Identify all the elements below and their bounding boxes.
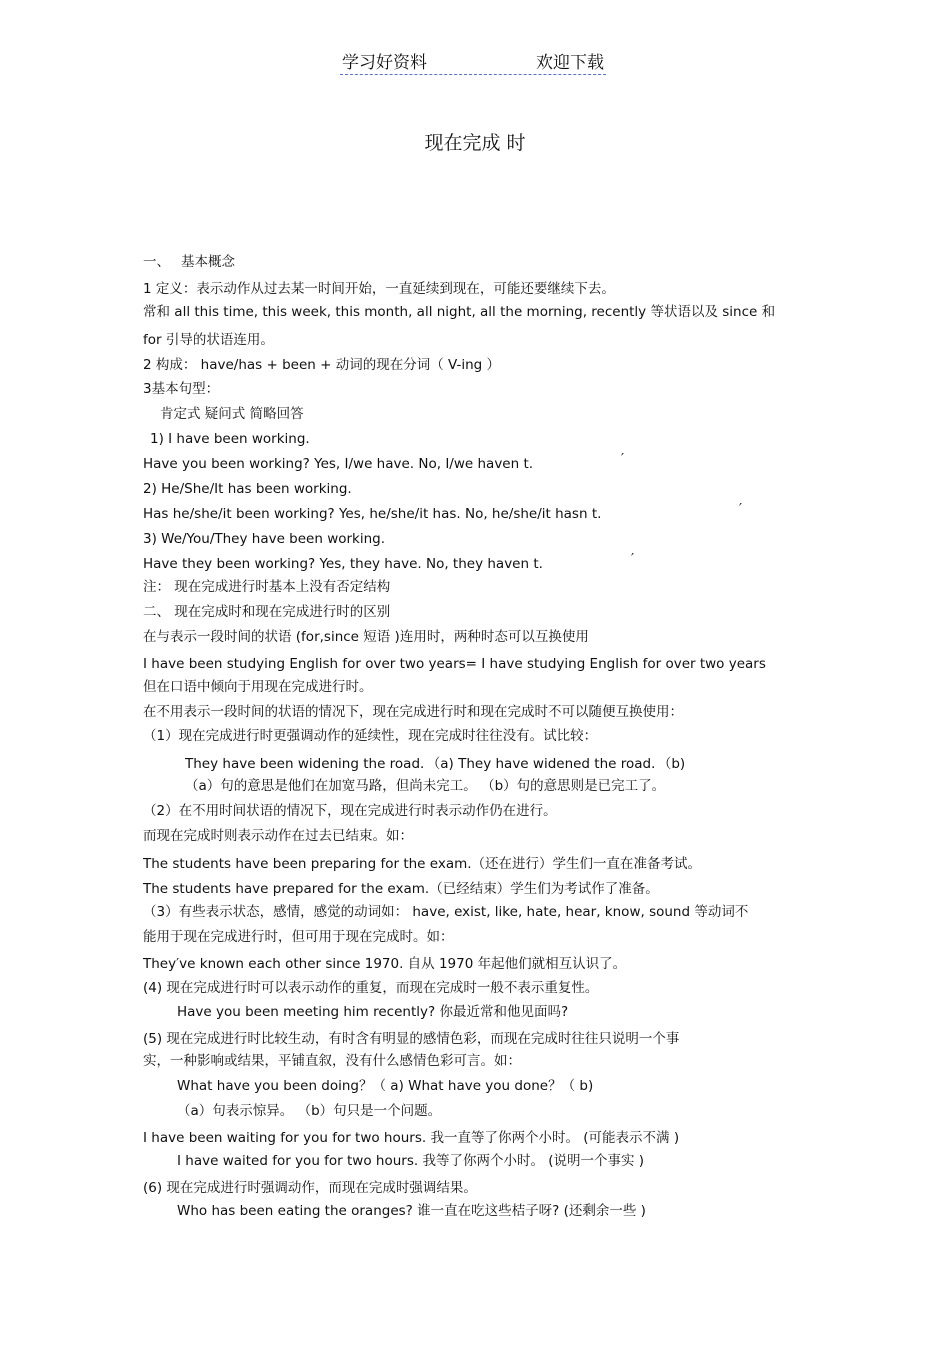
- header-right-text: 欢迎下载: [536, 53, 604, 73]
- text-line: Have you been meeting him recently? 你最近常和他见面吗?: [177, 1004, 569, 1020]
- text-line: （a）句的意思是他们在加宽马路，但尚未完工。 （b）句的意思则是已完工了。: [185, 778, 666, 794]
- page-header: [340, 46, 606, 75]
- text-line: ′: [739, 501, 743, 517]
- text-line: 注： 现在完成进行时基本上没有否定结构: [143, 579, 391, 595]
- text-line: The students have been preparing for the exam.（还在进行）学生们一直在准备考试。: [143, 856, 702, 872]
- text-line: Have you been working? Yes, I/we have. No, I/we haven t.: [143, 456, 534, 472]
- text-line: （1）现在完成进行时更强调动作的延续性，现在完成时往往没有。试比较：: [143, 728, 598, 744]
- text-line: (5) 现在完成进行时比较生动，有时含有明显的感情色彩，而现在完成时往往只说明一个事: [143, 1031, 680, 1047]
- document-title: 现在完成 时: [424, 132, 526, 154]
- text-line: Who has been eating the oranges? 谁一直在吃这些桔子呀? (还剩余一些 ): [177, 1203, 646, 1219]
- text-line: 2 构成： have/has + been + 动词的现在分词（ V-ing ）: [143, 357, 501, 373]
- text-line: 但在口语中倾向于用现在完成进行时。: [143, 679, 373, 695]
- text-line: 在与表示一段时间的状语 (for,since 短语 )连用时，两种时态可以互换使用: [143, 629, 589, 645]
- text-line: Have they been working? Yes, they have. No, they haven t.: [143, 556, 543, 572]
- text-line: I have been waiting for you for two hours. 我一直等了你两个小时。 (可能表示不满 ): [143, 1130, 680, 1146]
- text-line: ′: [621, 451, 625, 467]
- text-line: 肯定式 疑问式 简略回答: [160, 406, 304, 422]
- text-line: What have you been doing？（ a) What have you done？（ b): [177, 1078, 594, 1094]
- text-line: Has he/she/it been working? Yes, he/she/it has. No, he/she/it hasn t.: [143, 506, 602, 522]
- text-line: I have been studying English for over two years= I have studying English for over two years: [143, 656, 766, 672]
- text-line: 常和 all this time, this week, this month, all night, all the morning, recently 等状语以及 since 和: [143, 304, 776, 320]
- text-line: (4) 现在完成进行时可以表示动作的重复，而现在完成时一般不表示重复性。: [143, 980, 599, 996]
- text-line: 1) I have been working.: [150, 431, 310, 447]
- text-line: 实，一种影响或结果，平铺直叙，没有什么感情色彩可言。如：: [143, 1053, 521, 1069]
- header-left-text: 学习好资料: [342, 53, 427, 73]
- text-line: 3基本句型：: [143, 381, 220, 397]
- text-line: 2) He/She/It has been working.: [143, 481, 352, 497]
- text-line: 1 定义：表示动作从过去某一时间开始，一直延续到现在，可能还要继续下去。: [143, 281, 615, 297]
- text-line: 一、 基本概念: [143, 254, 236, 270]
- text-line: 二、 现在完成时和现在完成进行时的区别: [143, 604, 391, 620]
- text-line: 在不用表示一段时间的状语的情况下，现在完成进行时和现在完成时不可以随便互换使用：: [143, 704, 683, 720]
- text-line: The students have prepared for the exam.（已经结束）学生们为考试作了准备。: [143, 881, 659, 897]
- text-line: （2）在不用时间状语的情况下，现在完成进行时表示动作仍在进行。: [143, 803, 557, 819]
- text-line: They′ve known each other since 1970. 自从 1970 年起他们就相互认识了。: [143, 956, 627, 972]
- text-line: (6) 现在完成进行时强调动作，而现在完成时强调结果。: [143, 1180, 477, 1196]
- text-line: I have waited for you for two hours. 我等了你两个小时。 (说明一个事实 ): [177, 1153, 645, 1169]
- text-line: 能用于现在完成进行时，但可用于现在完成时。如：: [143, 929, 454, 945]
- text-line: 3) We/You/They have been working.: [143, 531, 386, 547]
- text-line: 而现在完成时则表示动作在过去已结束。如：: [143, 828, 413, 844]
- text-line: for 引导的状语连用。: [143, 332, 274, 348]
- text-line: ′: [631, 551, 635, 567]
- text-line: （3）有些表示状态，感情，感觉的动词如： have, exist, like, hate, hear, know, sound 等动词不: [143, 904, 749, 920]
- text-line: （a）句表示惊异。 （b）句只是一个问题。: [177, 1103, 442, 1119]
- text-line: They have been widening the road．（a) They have widened the road．（b): [185, 756, 686, 772]
